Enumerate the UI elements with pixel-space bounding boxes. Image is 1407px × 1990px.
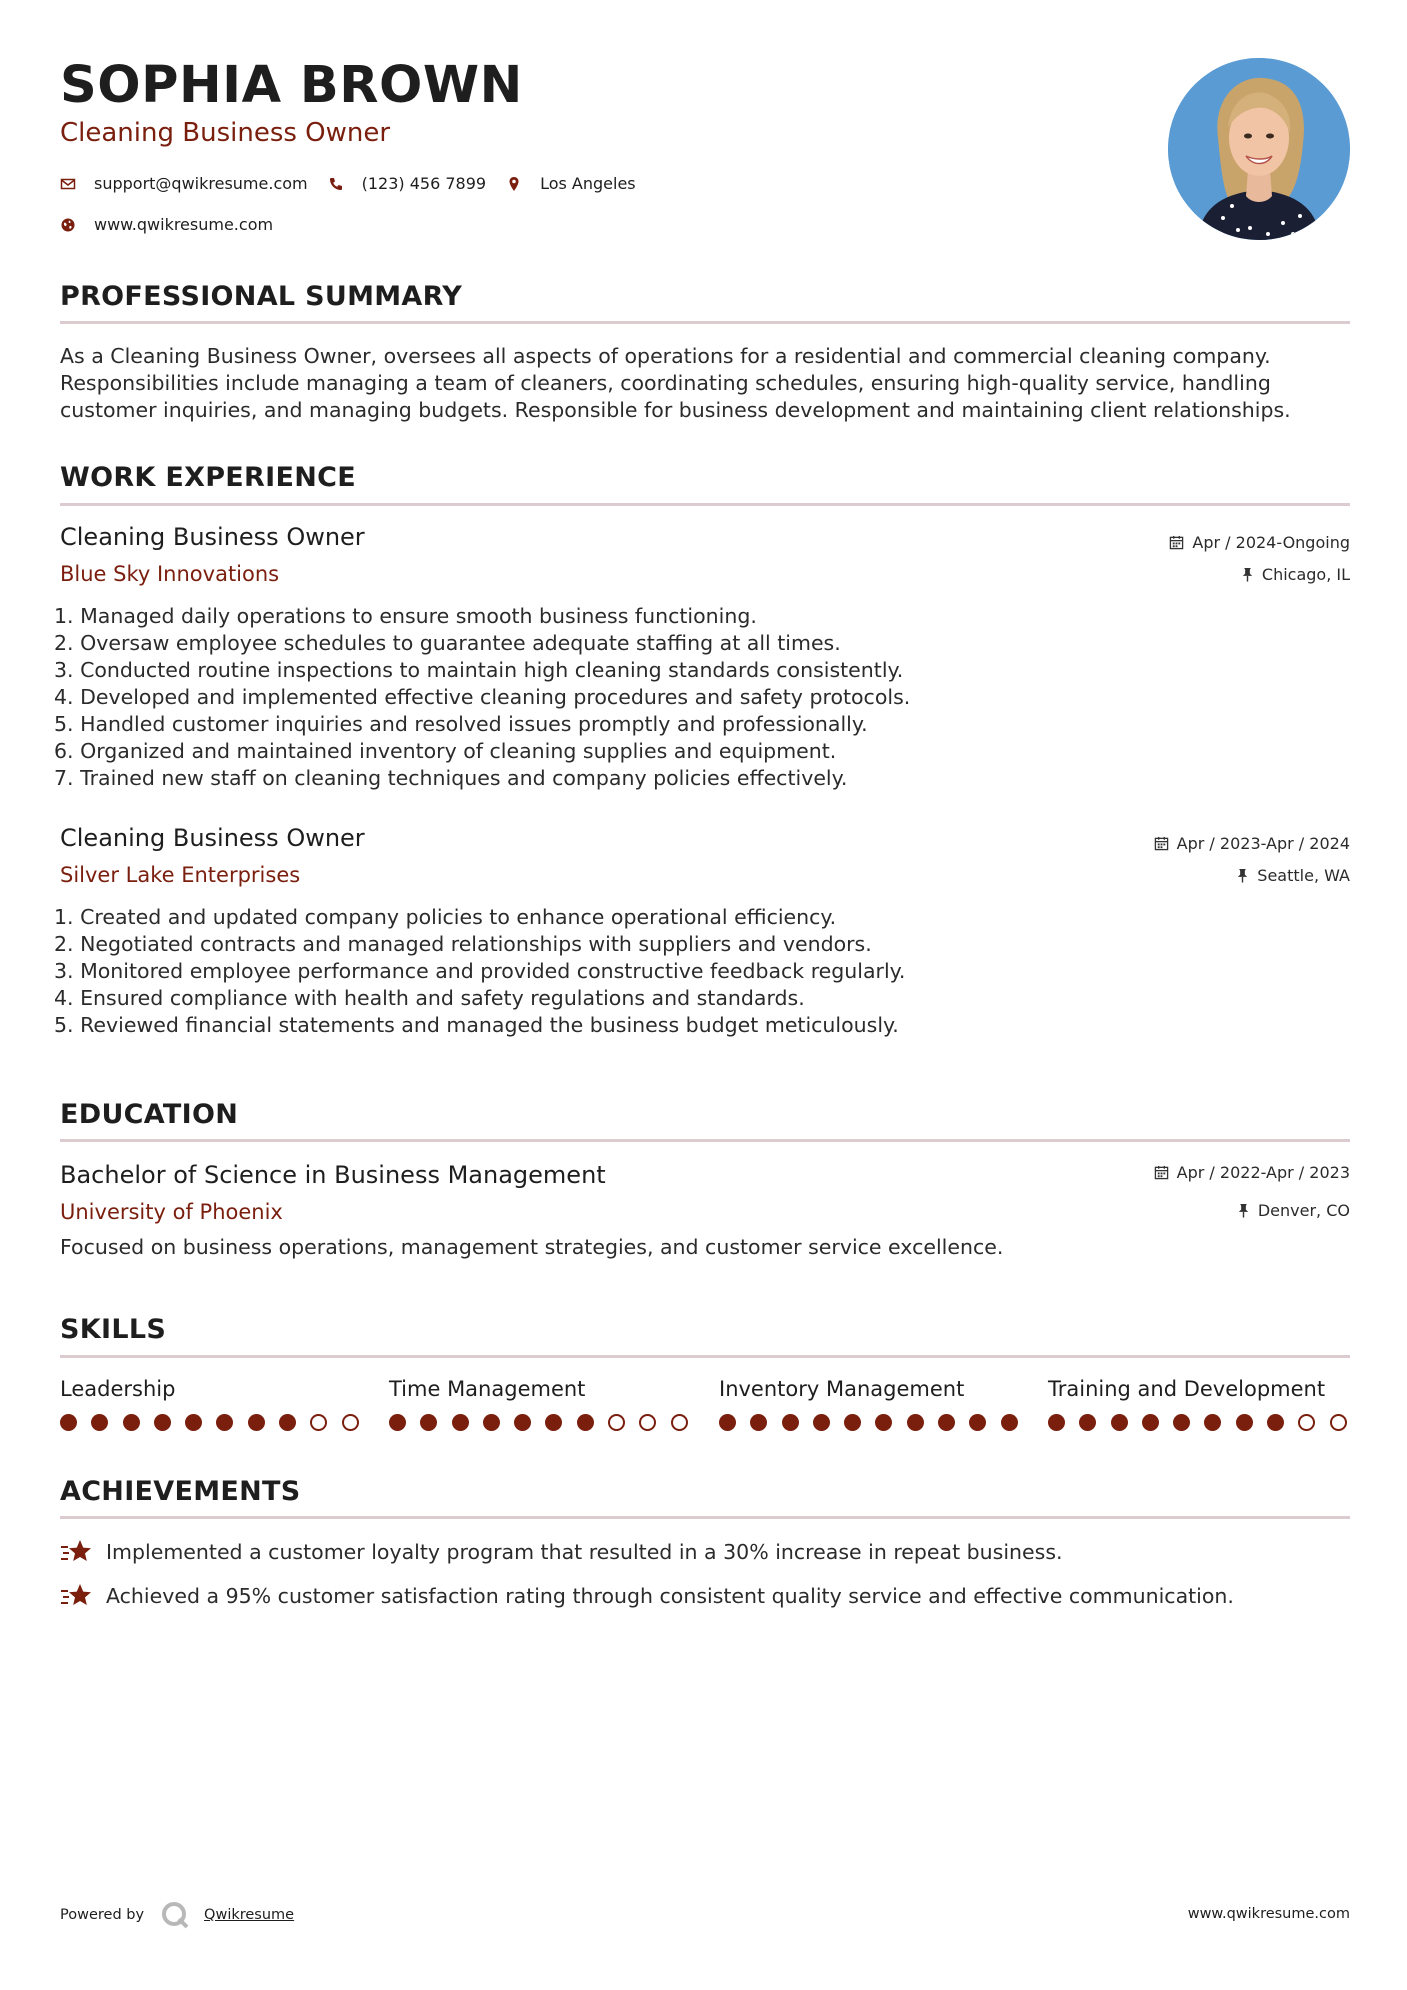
summary-text: As a Cleaning Business Owner, oversees all aspects of operations for a residential and commercial cleaning company. Responsibilities include managing a team of cleaners, coordinating schedules, ensuring high-quality service, handling customer inquiries, and managing budgets. Responsible for business development and maintaining client relationships. (60, 344, 1291, 422)
rating-dot-filled (1142, 1414, 1159, 1431)
rating-dot-empty (639, 1414, 656, 1431)
list-item: 3. Monitored employee performance and provided constructive feedback regularly. (54, 959, 906, 983)
rating-dot-filled (420, 1414, 437, 1431)
list-item: 4. Developed and implemented effective cleaning procedures and safety protocols. (54, 685, 911, 709)
achievements-divider (60, 1516, 1350, 1519)
website-text: www.qwikresume.com (94, 215, 274, 234)
rating-dot-empty (608, 1414, 625, 1431)
rating-dot-filled (248, 1414, 265, 1431)
rating-dot-filled (514, 1414, 531, 1431)
rating-dot-filled (969, 1414, 986, 1431)
list-item: 4. Ensured compliance with health and safety regulations and standards. (54, 986, 805, 1010)
location-text: Los Angeles (540, 174, 636, 193)
rating-dot-filled (1267, 1414, 1284, 1431)
contact-row-primary (60, 174, 656, 193)
achievement-item (60, 1538, 1063, 1566)
list-item: 5. Reviewed financial statements and managed the business budget meticulously. (54, 1013, 899, 1037)
rating-dot-filled (1173, 1414, 1190, 1431)
rating-dot-empty (671, 1414, 688, 1431)
rating-dot-filled (389, 1414, 406, 1431)
globe-icon (60, 217, 76, 233)
rating-dot-filled (577, 1414, 594, 1431)
rating-dot-filled (1079, 1414, 1096, 1431)
skills-divider (60, 1355, 1350, 1358)
job-1-bullet-list (54, 603, 910, 792)
envelope-icon (60, 176, 76, 192)
rating-dot-filled (813, 1414, 830, 1431)
job-1-dates-text: Apr / 2024-Ongoing (1192, 533, 1350, 552)
education-dates (1154, 1163, 1350, 1182)
list-item: 6. Organized and maintained inventory of cleaning supplies and equipment. (54, 739, 837, 763)
job-2-dates (1154, 834, 1350, 853)
rating-dot-empty (310, 1414, 327, 1431)
rating-dot-filled (750, 1414, 767, 1431)
skill-time-management (389, 1377, 699, 1401)
job-2-title: Cleaning Business Owner (60, 824, 365, 852)
job-1-company: Blue Sky Innovations (60, 562, 280, 586)
list-item: 7. Trained new staff on cleaning techniques and company policies effectively. (54, 766, 848, 790)
footer-website[interactable]: www.qwikresume.com (1187, 1906, 1350, 1922)
education-school: University of Phoenix (60, 1200, 283, 1224)
rating-dot-filled (907, 1414, 924, 1431)
portrait-illustration (1168, 58, 1350, 240)
qwikresume-logo-icon (160, 1900, 190, 1930)
job-1-dates (1169, 533, 1350, 552)
email-text: support@qwikresume.com (94, 174, 308, 193)
achievement-text: Implemented a customer loyalty program that resulted in a 30% increase in repeat business. (106, 1540, 1063, 1564)
rating-dot-filled (938, 1414, 955, 1431)
rating-dot-filled (123, 1414, 140, 1431)
rating-dot-filled (91, 1414, 108, 1431)
rating-dot-filled (154, 1414, 171, 1431)
job-2-company: Silver Lake Enterprises (60, 863, 301, 887)
footer-powered-by (60, 1900, 294, 1930)
achievements-heading: ACHIEVEMENTS (60, 1476, 301, 1507)
map-pin-icon (506, 176, 522, 192)
job-1-location (1241, 565, 1350, 584)
rating-dot-filled (279, 1414, 296, 1431)
skill-rating (60, 1414, 373, 1431)
education-description: Focused on business operations, management strategies, and customer service excellence. (60, 1235, 1004, 1259)
rating-dot-filled (60, 1414, 77, 1431)
list-item: 5. Handled customer inquiries and resolved issues promptly and professionally. (54, 712, 868, 736)
job-2-bullet-list (54, 904, 905, 1039)
skill-rating (389, 1414, 702, 1431)
pushpin-icon (1241, 567, 1254, 582)
achievement-item (60, 1582, 1234, 1610)
contact-email[interactable] (60, 174, 308, 193)
rating-dot-filled (185, 1414, 202, 1431)
rating-dot-filled (216, 1414, 233, 1431)
rating-dot-filled (719, 1414, 736, 1431)
contact-location (506, 174, 636, 193)
calendar-icon (1169, 535, 1184, 550)
rating-dot-empty (342, 1414, 359, 1431)
powered-by-label: Powered by (60, 1907, 145, 1923)
experience-heading: WORK EXPERIENCE (60, 462, 356, 493)
job-1-location-text: Chicago, IL (1261, 565, 1350, 584)
list-item: 1. Created and updated company policies to enhance operational efficiency. (54, 905, 837, 929)
rating-dot-filled (1048, 1414, 1065, 1431)
rating-dot-empty (1330, 1414, 1347, 1431)
list-item: 1. Managed daily operations to ensure smooth business functioning. (54, 604, 757, 628)
phone-text: (123) 456 7899 (361, 174, 487, 193)
star-achievement-icon (60, 1538, 92, 1566)
skill-inventory-management (719, 1377, 1029, 1401)
summary-heading: PROFESSIONAL SUMMARY (60, 281, 463, 312)
rating-dot-filled (545, 1414, 562, 1431)
skill-leadership (60, 1377, 370, 1401)
rating-dot-filled (1111, 1414, 1128, 1431)
education-degree: Bachelor of Science in Business Management (60, 1161, 606, 1189)
list-item: 2. Oversaw employee schedules to guarantee adequate staffing at all times. (54, 631, 841, 655)
star-achievement-icon (60, 1582, 92, 1610)
candidate-title: Cleaning Business Owner (60, 118, 391, 148)
job-1-title: Cleaning Business Owner (60, 523, 365, 551)
summary-divider (60, 321, 1350, 324)
job-2-location-text: Seattle, WA (1257, 866, 1350, 885)
skill-name: Time Management (389, 1377, 586, 1401)
profile-photo (1168, 58, 1350, 240)
skills-heading: SKILLS (60, 1314, 167, 1345)
candidate-name: SOPHIA BROWN (60, 56, 523, 115)
phone-icon (328, 176, 344, 192)
rating-dot-filled (483, 1414, 500, 1431)
contact-row-secondary (60, 215, 293, 234)
rating-dot-filled (1204, 1414, 1221, 1431)
skill-rating (1048, 1414, 1361, 1431)
achievement-text: Achieved a 95% customer satisfaction rating through consistent quality service and effective communication. (106, 1584, 1234, 1608)
job-2-dates-text: Apr / 2023-Apr / 2024 (1176, 834, 1350, 853)
contact-website[interactable] (60, 215, 273, 234)
rating-dot-filled (1001, 1414, 1018, 1431)
list-item: 3. Conducted routine inspections to maintain high cleaning standards consistently. (54, 658, 904, 682)
brand-link[interactable]: Qwikresume (204, 1907, 295, 1923)
contact-phone[interactable] (328, 174, 486, 193)
rating-dot-filled (452, 1414, 469, 1431)
education-divider (60, 1139, 1350, 1142)
rating-dot-filled (782, 1414, 799, 1431)
experience-divider (60, 503, 1350, 506)
education-dates-text: Apr / 2022-Apr / 2023 (1176, 1163, 1350, 1182)
rating-dot-filled (844, 1414, 861, 1431)
education-location-text: Denver, CO (1257, 1201, 1350, 1220)
calendar-icon (1154, 1165, 1169, 1180)
rating-dot-empty (1298, 1414, 1315, 1431)
job-2-location (1236, 866, 1350, 885)
pushpin-icon (1237, 1203, 1250, 1218)
list-item: 2. Negotiated contracts and managed relationships with suppliers and vendors. (54, 932, 872, 956)
skill-name: Training and Development (1048, 1377, 1326, 1401)
education-heading: EDUCATION (60, 1099, 239, 1130)
skill-training-development (1048, 1377, 1358, 1401)
skill-name: Leadership (60, 1377, 176, 1401)
skill-rating (719, 1414, 1032, 1431)
education-location (1237, 1201, 1350, 1220)
calendar-icon (1154, 836, 1169, 851)
rating-dot-filled (875, 1414, 892, 1431)
skill-name: Inventory Management (719, 1377, 965, 1401)
pushpin-icon (1236, 868, 1249, 883)
rating-dot-filled (1236, 1414, 1253, 1431)
